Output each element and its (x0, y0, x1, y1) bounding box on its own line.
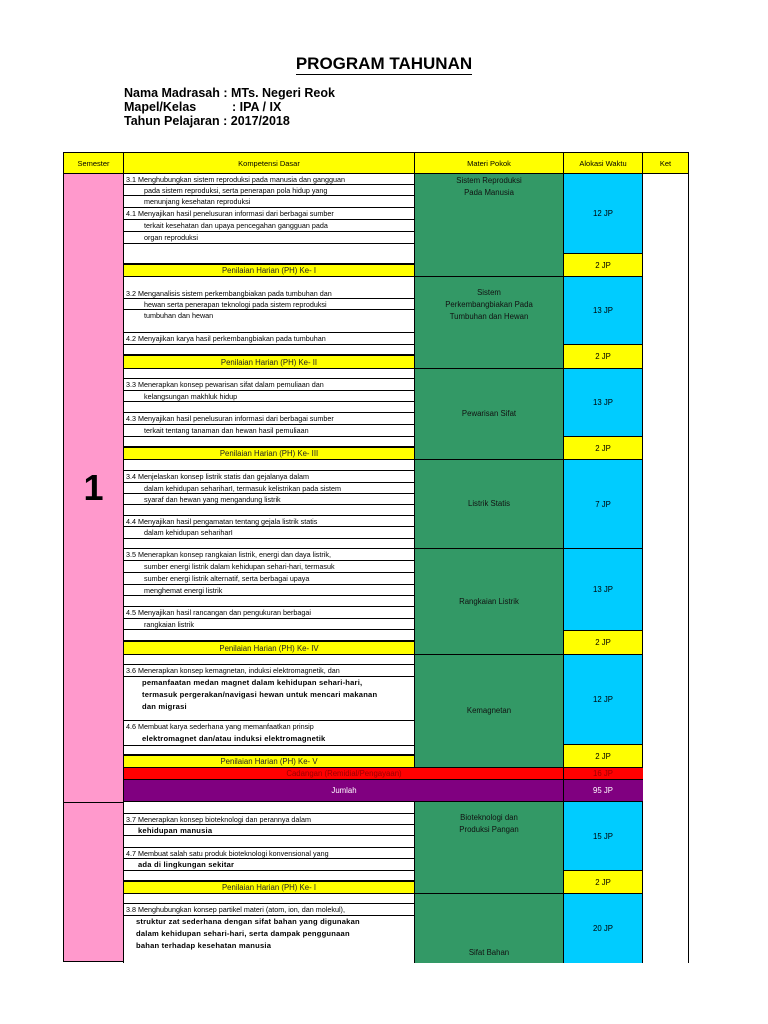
materi-text: Sifat Bahan (468, 948, 510, 957)
kd-row: 4.2 Menyajikan karya hasil perkembangbiakan pada tumbuhan (124, 333, 414, 345)
kd-row: pemanfaatan medan magnet dalam kehidupan sehari-hari, (142, 678, 363, 687)
penilaian-harian-row: Penilaian Harian (PH) Ke- I (124, 264, 414, 277)
kd-row: 4.7 Membuat salah satu produk bioteknologi konvensional yang (124, 848, 414, 859)
materi-text: Rangkaian Listrik (459, 596, 519, 606)
kd-row: 4.1 Menyajikan hasil penelusuran informasi dari berbagai sumber (124, 208, 414, 220)
kd-row-empty (124, 460, 414, 471)
header-materi-pokok: Materi Pokok (414, 152, 564, 174)
jumlah-total: 95 JP (563, 779, 643, 802)
kd-row: 4.6 Membuat karya sederhana yang memanfaatkan prinsip (126, 722, 314, 731)
kd-row-empty (124, 539, 414, 549)
header-kompetensi-dasar: Kompetensi Dasar (123, 152, 415, 174)
penilaian-harian-row: Penilaian Harian (PH) Ke- II (124, 355, 414, 369)
materi-cell (415, 655, 563, 768)
kd-row: sumber energi listrik alternatif, serta berbagai upaya (124, 573, 414, 585)
kd-row-empty (124, 802, 414, 814)
kd-row: syaraf dan hewan yang mengandung listrik (124, 494, 414, 505)
alokasi-ph: 2 JP (564, 871, 642, 894)
kd-row: struktur zat sederhana dengan sifat bahan yang digunakan (136, 917, 360, 926)
alokasi-ph: 2 JP (564, 437, 642, 460)
kd-row-empty (124, 836, 414, 848)
materi-text: Pewarisan Sifat (461, 409, 517, 418)
semester-cell (63, 173, 124, 803)
tahun-value: 2017/2018 (230, 114, 290, 128)
kd-row: bahan terhadap kesehatan manusia (136, 941, 272, 950)
kd-row: elektromagnet dan/atau induksi elektromagnetik (124, 733, 414, 746)
kd-row: 3.2 Menganalisis sistem perkembangbiakan pada tumbuhan dan (124, 288, 414, 299)
alokasi-ph: 2 JP (564, 345, 642, 369)
kd-row: 3.8 Menghubungkan konsep partikel materi (atom, ion, dan molekul), (124, 904, 414, 916)
kd-row: dalam kehidupan sehari-hari, serta dampak penggunaan (136, 929, 350, 938)
kd-row-empty (124, 655, 414, 665)
alokasi-ph: 2 JP (564, 745, 642, 768)
kd-row: 3.7 Menerapkan konsep bioteknologi dan perannya dalam (124, 814, 414, 825)
materi-text: Bioteknologi dan (460, 813, 518, 822)
materi-text: Sistem (477, 288, 501, 297)
penilaian-harian-row: Penilaian Harian (PH) Ke- IV (124, 641, 414, 655)
kd-row: ada di lingkungan sekitar (124, 859, 414, 871)
penilaian-harian-row: Penilaian Harian (PH) Ke- III (124, 447, 414, 460)
kd-row-empty (124, 369, 414, 379)
kd-row-empty (124, 244, 414, 264)
kd-row: termasuk pergerakan/navigasi hewan untuk mencari makanan (142, 690, 378, 699)
grid-line (563, 173, 564, 963)
kd-row: 3.6 Menerapkan konsep kemagnetan, induksi elektromagnetik, dan (124, 665, 414, 677)
alokasi-cell: 13 JP (564, 277, 642, 345)
materi-cell (415, 460, 563, 549)
kd-row: hewan serta penerapan teknologi pada sistem reproduksi (124, 299, 414, 310)
kd-row-empty (124, 746, 414, 755)
kd-row-empty (124, 505, 414, 516)
materi-text: Kemagnetan (466, 706, 512, 715)
kd-row-empty (124, 630, 414, 641)
kd-row-empty (124, 894, 414, 904)
grid-line (414, 802, 415, 963)
cadangan-row: Cadangan (Remidial/Pengayaan) (124, 768, 564, 779)
mapel-label: Mapel/Kelas (124, 100, 197, 114)
kd-row-empty (124, 402, 414, 413)
jumlah-row: Jumlah (124, 779, 564, 802)
alokasi-cell: 15 JP (564, 802, 642, 871)
kd-row: sumber energi listrik dalam kehidupan sehari-hari, termasuk (124, 561, 414, 573)
materi-text: Produksi Pangan (459, 825, 519, 834)
kd-row: 4.5 Menyajikan hasil rancangan dan pengukuran berbagai (124, 607, 414, 619)
alokasi-ph: 2 JP (564, 631, 642, 655)
materi-cell (415, 802, 563, 894)
materi-cell (415, 549, 563, 655)
cadangan-jp: 16 JP (563, 768, 643, 779)
grid-line (123, 173, 124, 963)
kd-row: 4.3 Menyajikan hasil penelusuran informasi dari berbagai sumber (124, 413, 414, 425)
alokasi-ph: 2 JP (564, 254, 642, 277)
kd-row: rangkaian listrik (124, 619, 414, 630)
alokasi-cell: 12 JP (564, 174, 642, 254)
penilaian-harian-row: Penilaian Harian (PH) Ke- I (124, 881, 414, 894)
kd-row: terkait tentang tanaman dan hewan hasil pemuliaan (124, 425, 414, 437)
tahun-label: Tahun Pelajaran : (124, 114, 228, 128)
kd-row: kelangsungan makhluk hidup (124, 391, 414, 402)
materi-text: Tumbuhan dan Hewan (449, 312, 529, 321)
kd-row-empty (124, 596, 414, 607)
kd-row-empty (124, 437, 414, 447)
kd-row: dalam kehidupan sehariharI, termasuk kelistrikan pada sistem (124, 483, 414, 494)
kd-row: 3.4 Menjelaskan konsep listrik statis dan gejalanya dalam (124, 471, 414, 483)
materi-cell (415, 369, 563, 460)
kd-row: dalam kehidupan sehariharI (124, 527, 414, 539)
materi-cell (415, 277, 563, 369)
kd-row: dan migrasi (124, 701, 414, 721)
grid-line (414, 173, 415, 768)
kd-row: 3.1 Menghubungkan sistem reproduksi pada manusia dan gangguan (124, 174, 414, 185)
kd-row: organ reproduksi (124, 232, 414, 244)
page-title: PROGRAM TAHUNAN (295, 54, 473, 73)
kd-row: menunjang kesehatan reproduksi (124, 196, 414, 208)
semester-number: 1 (83, 467, 104, 508)
materi-cell (415, 174, 563, 277)
alokasi-cell: 13 JP (564, 549, 642, 631)
materi-cell (415, 894, 563, 963)
materi-text: Perkembangbiakan Pada (445, 300, 533, 309)
alokasi-cell: 20 JP (564, 894, 642, 963)
alokasi-cell: 13 JP (564, 369, 642, 437)
kd-row: pada sistem reproduksi, serta penerapan pola hidup yang (124, 185, 414, 196)
kd-row: tumbuhan dan hewan (124, 310, 414, 333)
kd-row-empty (124, 345, 414, 355)
header-ket: Ket (642, 152, 689, 174)
header-semester: Semester (63, 152, 124, 174)
kd-row-empty (124, 277, 414, 288)
alokasi-cell: 7 JP (564, 460, 642, 549)
kd-row-empty (124, 871, 414, 881)
alokasi-cell: 12 JP (564, 655, 642, 745)
kd-row: kehidupan manusia (124, 825, 414, 836)
materi-text: Listrik Statis (467, 499, 511, 508)
kd-row: 4.4 Menyajikan hasil pengamatan tentang gejala listrik statis (124, 516, 414, 527)
kd-row: menghemat energi listrik (124, 585, 414, 596)
madrasah-label: Nama Madrasah : (124, 86, 228, 100)
kd-row: terkait kesehatan dan upaya pencegahan gangguan pada (124, 220, 414, 232)
kd-row: 3.5 Menerapkan konsep rangkaian listrik, energi dan daya listrik, (124, 549, 414, 561)
materi-text: Pada Manusia (464, 188, 514, 197)
penilaian-harian-row: Penilaian Harian (PH) Ke- V (124, 755, 414, 768)
header-alokasi-waktu: Alokasi Waktu (563, 152, 643, 174)
ket-column (642, 173, 689, 963)
materi-text: Sistem Reproduksi (456, 176, 522, 185)
madrasah-value: MTs. Negeri Reok (231, 86, 335, 100)
mapel-value: : IPA / IX (232, 100, 282, 114)
kd-row: 3.3 Menerapkan konsep pewarisan sifat dalam pemuliaan dan (124, 379, 414, 391)
semester-cell-2 (63, 802, 124, 962)
